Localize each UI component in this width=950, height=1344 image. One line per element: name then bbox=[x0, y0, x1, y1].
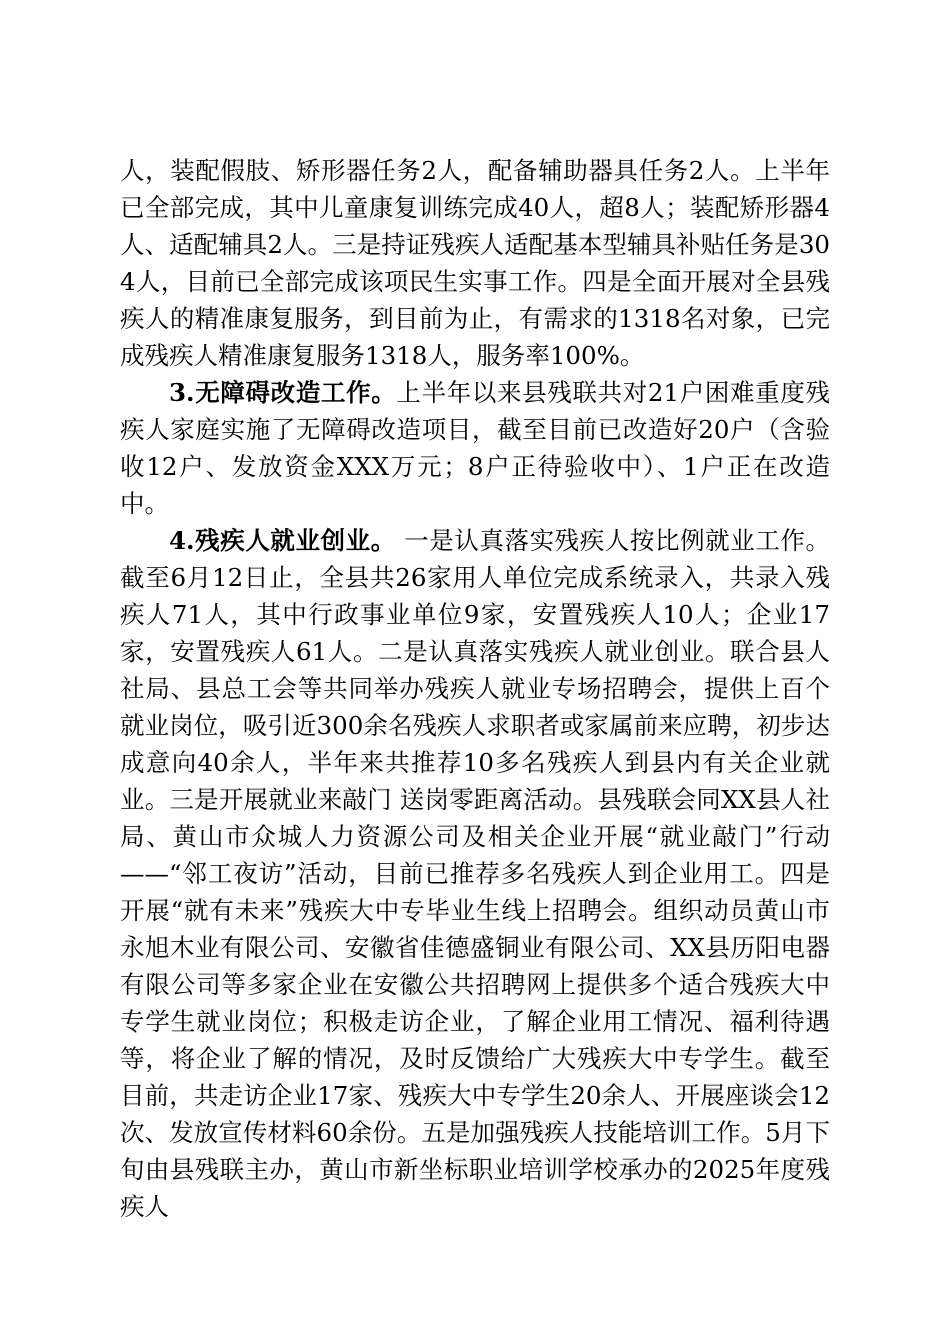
paragraph-text: 人，装配假肢、矫形器任务2人，配备辅助器具任务2人。上半年已全部完成，其中儿童康复训练完成40人，超8人；装配矫形器4人、适配辅具2人。三是持证残疾人适配基本型辅具补贴任务是304人，目前已全部完成该项民生实事工作。四是全面开展对全县残疾人的精准康复服务，到目前为止，有需求的1318名对象，已完成残疾人精准康复服务1318人，服务率100%。 bbox=[120, 156, 830, 370]
section-heading: 3.无障碍改造工作。 bbox=[169, 378, 397, 407]
paragraph-accessibility-renovation bbox=[120, 374, 830, 522]
document-page bbox=[120, 152, 830, 1225]
paragraph-text: 一是认真落实残疾人按比例就业工作。截至6月12日止，全县共26家用人单位完成系统录入，共录入残疾人71人，其中行政事业单位9家，安置残疾人10人；企业17家，安置残疾人61人。二是认真落实残疾人就业创业。联合县人社局、县总工会等共同举办残疾人就业专场招聘会，提供上百个就业岗位，吸引近300余名残疾人求职者或家属前来应聘，初步达成意向40余人，半年来共推荐10多名残疾人到县内有关企业就业。三是开展就业来敲门 送岗零距离活动。县残联会同XX县人社局、黄山市众城人力资源公司及相关企业开展“就业敲门”行动——“邻工夜访”活动，目前已推荐多名残疾人到企业用工。四是开展“就有未来”残疾大中专毕业生线上招聘会。组织动员黄山市永旭木业有限公司、安徽省佳德盛铜业有限公司、XX县历阳电器有限公司等多家企业在安徽公共招聘网上提供多个适合残疾大中专学生就业岗位；积极走访企业，了解企业用工情况、福利待遇等，将企业了解的情况，及时反馈给广大残疾大中专学生。截至目前，共走访企业17家、残疾大中专学生20余人、开展座谈会12次、发放宣传材料60余份。五是加强残疾人技能培训工作。5月下旬由县残联主办，黄山市新坐标职业培训学校承办的2025年度残疾人 bbox=[120, 526, 830, 1221]
paragraph-text: 上半年以来县残联共对21户困难重度残疾人家庭实施了无障碍改造项目，截至目前已改造好20户（含验收12户、发放资金XXX万元；8户正待验收中）、1户正在改造中。 bbox=[120, 378, 830, 518]
paragraph-employment bbox=[120, 522, 830, 1225]
section-heading: 4.残疾人就业创业。 bbox=[169, 526, 396, 555]
paragraph-rehab-continued bbox=[120, 152, 830, 374]
